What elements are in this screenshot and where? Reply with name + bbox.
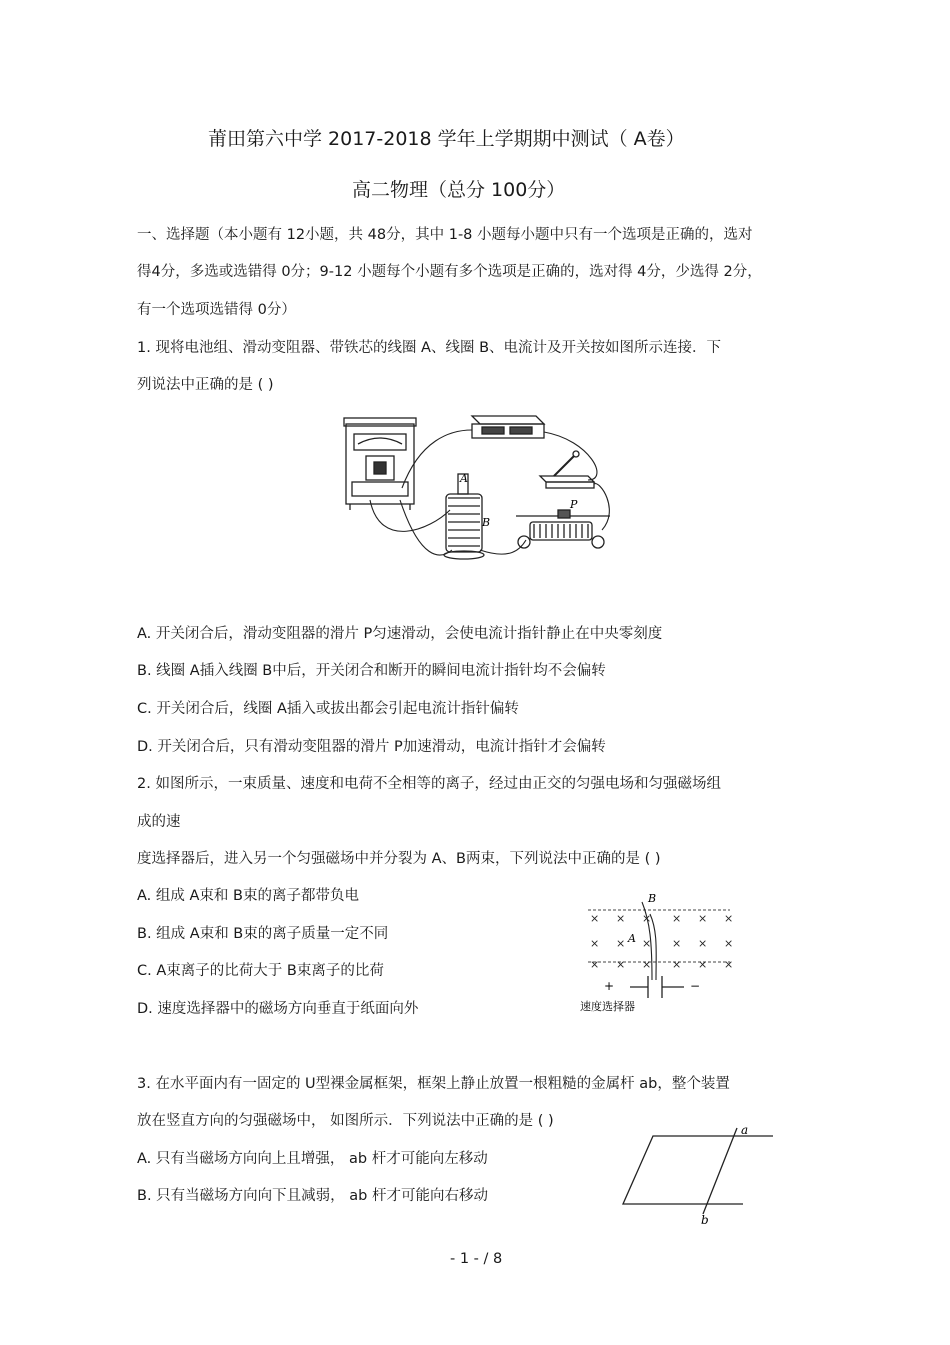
q1-circuit-figure bbox=[340, 410, 630, 570]
field-cross-mark: × bbox=[698, 958, 708, 971]
q1-option-a: A. 开关闭合后，滑动变阻器的滑片 P匀速滑动，会使电流计指针静止在中央零刻度 bbox=[137, 626, 663, 642]
q3-stem-line-1: 3. 在水平面内有一固定的 U型裸金属框架，框架上静止放置一根粗糙的金属杆 ab，整个装置 bbox=[137, 1076, 730, 1092]
q2-velocity-selector-figure bbox=[580, 892, 745, 1017]
q3-stem-line-2: 放在竖直方向的匀强磁场中， 如图所示．下列说法中正确的是 ( ) bbox=[137, 1113, 554, 1129]
field-cross-mark: × bbox=[590, 912, 600, 925]
field-cross-mark: × bbox=[672, 958, 682, 971]
page-title: 莆田第六中学 2017-2018 学年上学期期中测试（ A卷） bbox=[208, 128, 685, 150]
plus-sign: + bbox=[604, 979, 615, 993]
field-cross-mark: × bbox=[590, 937, 600, 950]
galvanometer-icon bbox=[344, 418, 416, 510]
field-cross-mark: × bbox=[616, 912, 626, 925]
q3-option-a: A. 只有当磁场方向向上且增强， ab 杆才可能向左移动 bbox=[137, 1151, 488, 1167]
field-cross-mark: × bbox=[724, 937, 734, 950]
q2-option-a: A. 组成 A束和 B束的离子都带负电 bbox=[137, 888, 359, 904]
rod-end-b-label: b bbox=[701, 1213, 709, 1227]
selector-plates-icon bbox=[630, 976, 684, 998]
minus-sign: − bbox=[690, 979, 701, 993]
magnetic-field-marks bbox=[590, 912, 733, 971]
q1-option-b: B. 线圈 A插入线圈 B中后，开关闭合和断开的瞬间电流计指针均不会偏转 bbox=[137, 663, 606, 679]
q2-option-c: C. A束离子的比荷大于 B束离子的比荷 bbox=[137, 963, 384, 979]
field-cross-mark: × bbox=[672, 937, 682, 950]
coil-b-label: B bbox=[482, 516, 491, 529]
q1-option-c: C. 开关闭合后，线圈 A插入或拔出都会引起电流计指针偏转 bbox=[137, 701, 519, 717]
page-number: - 1 - / 8 bbox=[450, 1251, 503, 1267]
field-cross-mark: × bbox=[672, 912, 682, 925]
coil-icon bbox=[444, 474, 484, 559]
field-cross-mark: × bbox=[642, 912, 652, 925]
instructions-line-2: 得4分，多选或选错得 0分；9-12 小题每个小题有多个选项是正确的，选对得 4分，少选得 2分， bbox=[137, 264, 762, 280]
u-frame-icon bbox=[623, 1128, 773, 1214]
field-cross-mark: × bbox=[698, 912, 708, 925]
field-cross-mark: × bbox=[642, 937, 652, 950]
switch-icon bbox=[540, 451, 594, 488]
q3-option-b: B. 只有当磁场方向向下且减弱， ab 杆才可能向右移动 bbox=[137, 1188, 488, 1204]
coil-a-label: A bbox=[460, 472, 468, 485]
q2-stem-line-2: 成的速 bbox=[137, 814, 181, 830]
slider-p-label: P bbox=[570, 498, 578, 511]
field-cross-mark: × bbox=[616, 937, 626, 950]
q2-stem-line-3: 度选择器后，进入另一个匀强磁场中并分裂为 A、B两束，下列说法中正确的是 ( ) bbox=[137, 851, 661, 867]
q3-u-frame-figure bbox=[615, 1122, 780, 1227]
field-cross-mark: × bbox=[724, 912, 734, 925]
beam-a-label: A bbox=[628, 932, 636, 945]
field-cross-mark: × bbox=[590, 958, 600, 971]
q2-option-d: D. 速度选择器中的磁场方向垂直于纸面向外 bbox=[137, 1001, 419, 1017]
field-cross-mark: × bbox=[616, 958, 626, 971]
field-cross-mark: × bbox=[724, 958, 734, 971]
page-subtitle: 高二物理（总分 100分） bbox=[352, 179, 566, 201]
velocity-selector-caption: 速度选择器 bbox=[580, 1000, 635, 1013]
q1-stem-line-1: 1. 现将电池组、滑动变阻器、带铁芯的线圈 A、线圈 B、电流计及开关按如图所示连接．下 bbox=[137, 340, 722, 356]
instructions-line-1: 一、选择题（本小题有 12小题，共 48分，其中 1-8 小题每小题中只有一个选项是正确的，选对 bbox=[137, 227, 753, 243]
battery-icon bbox=[472, 416, 544, 438]
rod-end-a-label: a bbox=[741, 1123, 749, 1137]
instructions-line-3: 有一个选项选错得 0分） bbox=[137, 302, 296, 318]
field-cross-mark: × bbox=[698, 937, 708, 950]
q2-stem-line-1: 2. 如图所示，一束质量、速度和电荷不全相等的离子，经过由正交的匀强电场和匀强磁场组 bbox=[137, 776, 721, 792]
rheostat-icon bbox=[516, 510, 610, 548]
q2-option-b: B. 组成 A束和 B束的离子质量一定不同 bbox=[137, 926, 389, 942]
q1-stem-line-2: 列说法中正确的是 ( ) bbox=[137, 377, 274, 393]
beam-b-label: B bbox=[648, 892, 657, 905]
q1-option-d: D. 开关闭合后，只有滑动变阻器的滑片 P加速滑动，电流计指针才会偏转 bbox=[137, 739, 606, 755]
field-cross-mark: × bbox=[642, 958, 652, 971]
